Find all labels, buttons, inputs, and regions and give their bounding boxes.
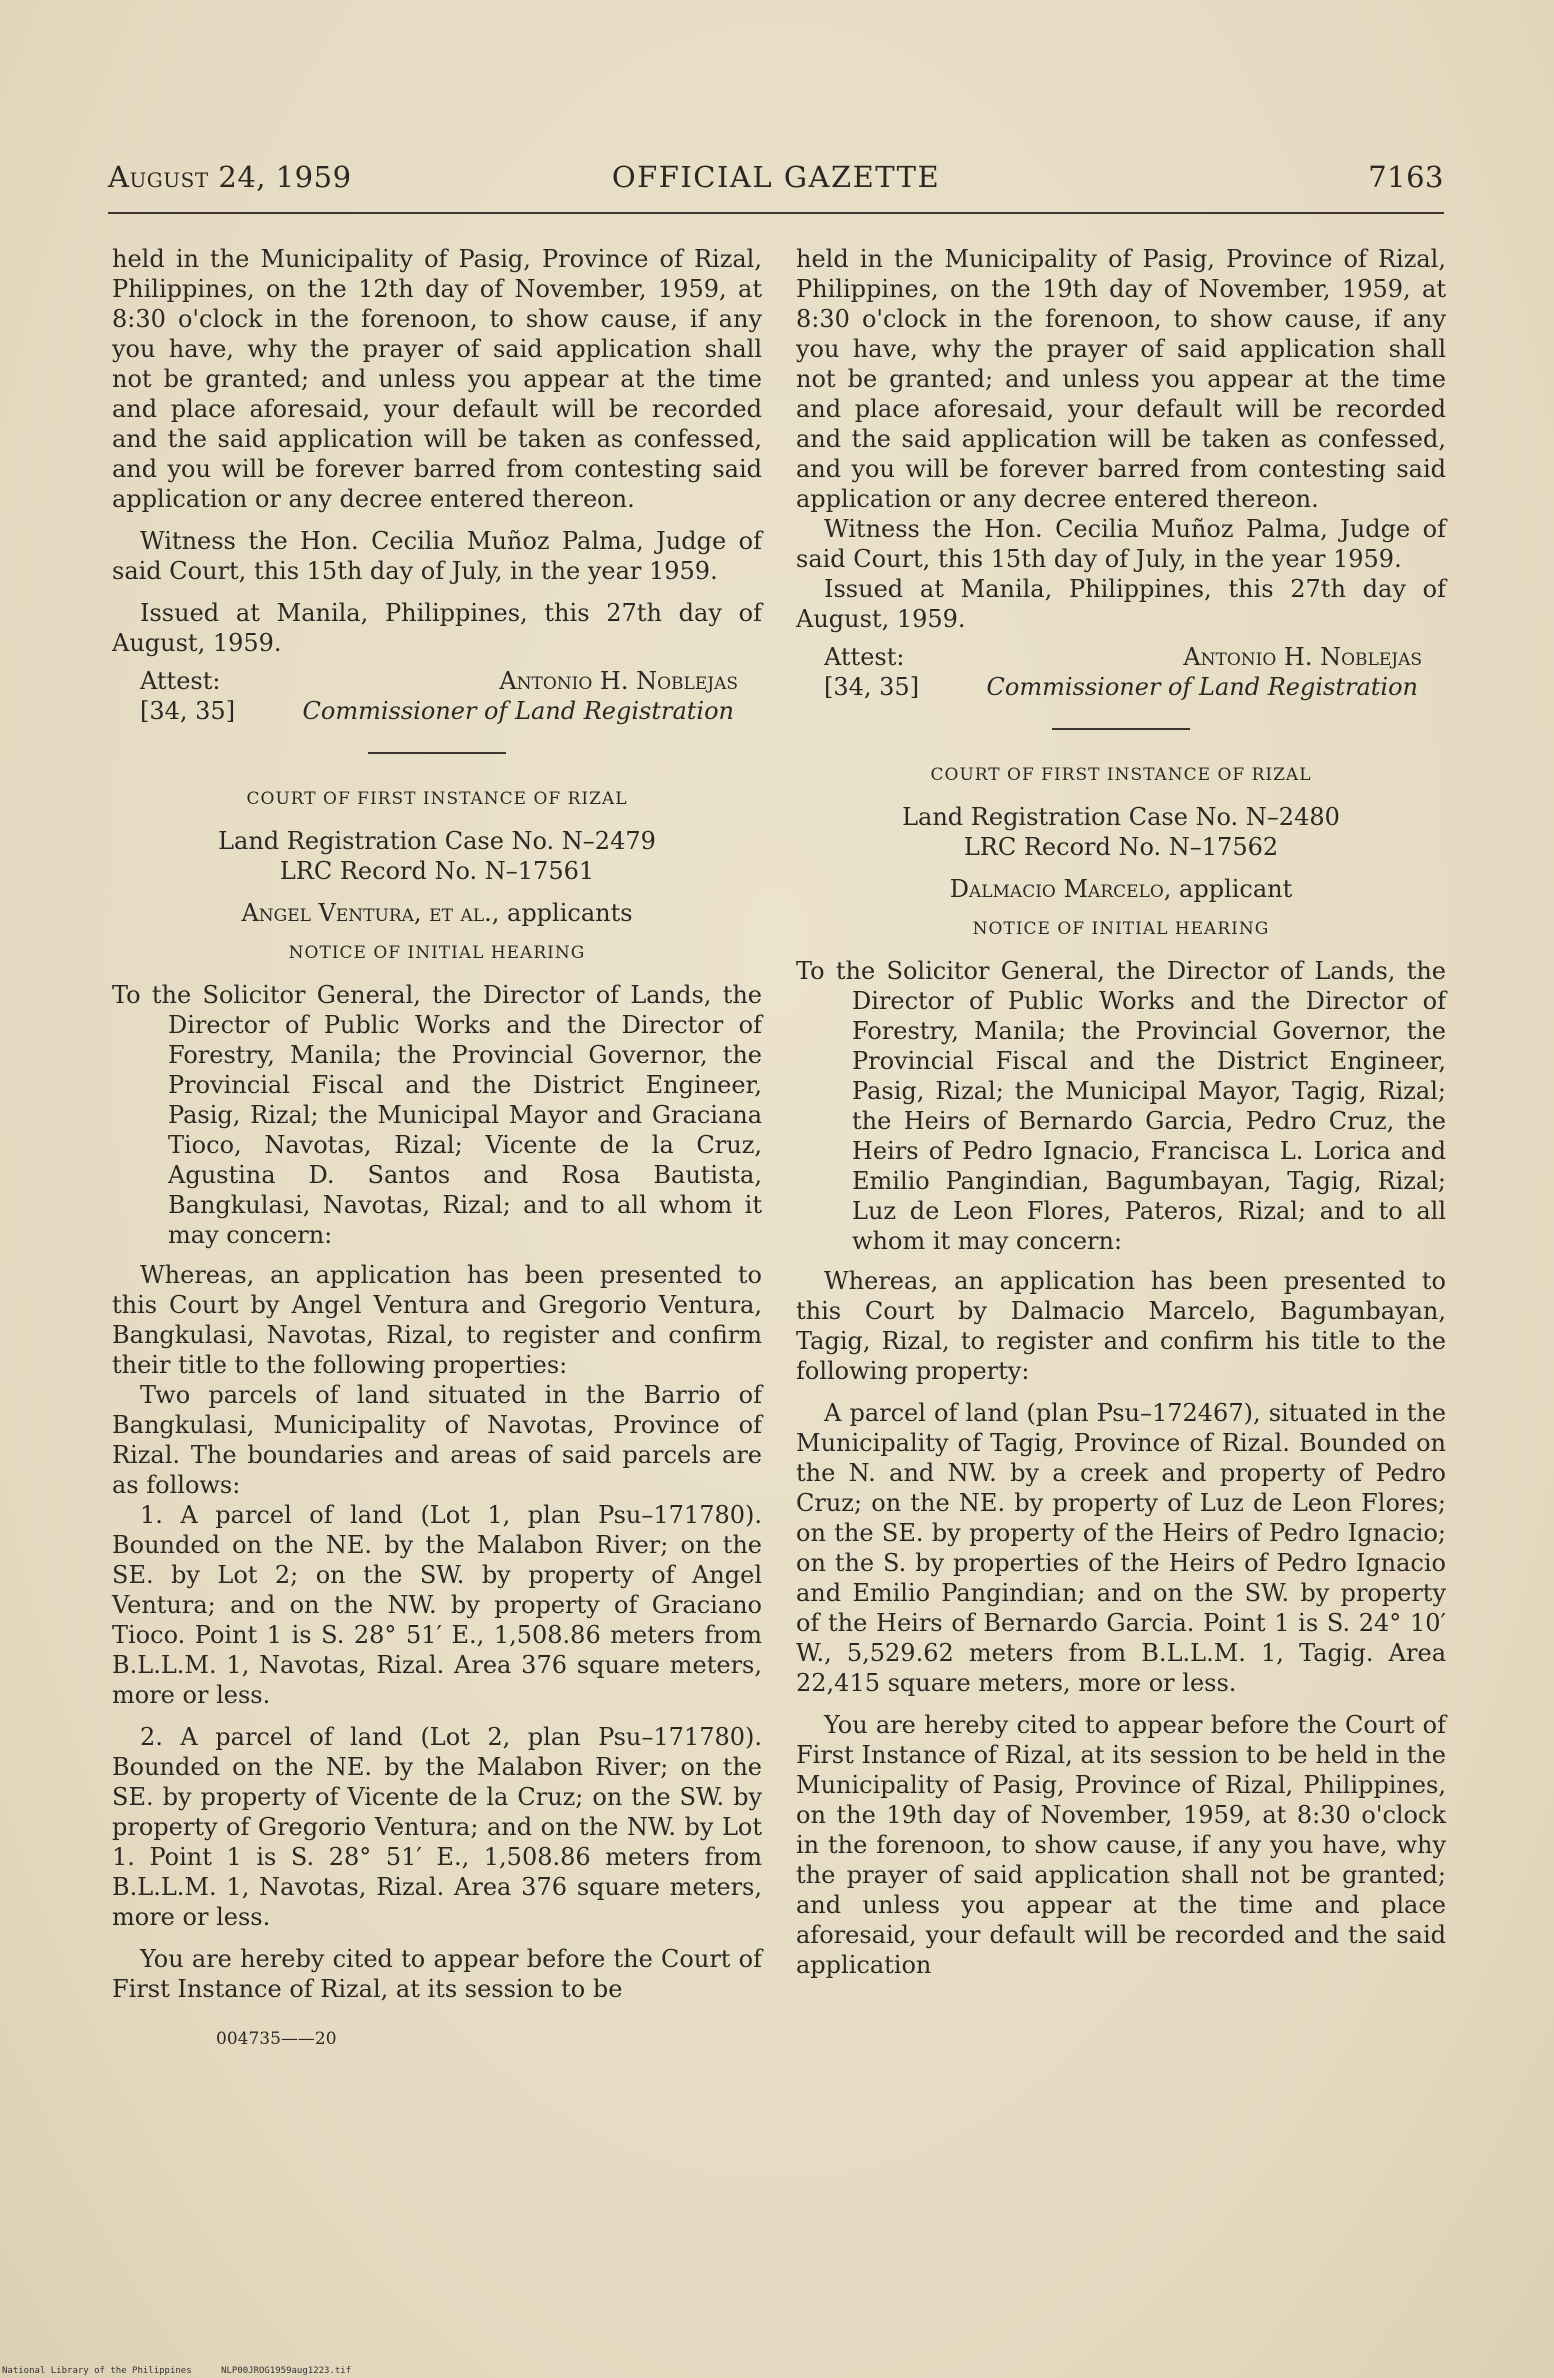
- left-applicants: [112, 898, 762, 928]
- left-parcels-intro: Two parcels of land situated in the Barrio of Bangkulasi, Municipality of Navotas, Province of Rizal. The boundaries and areas of said parcels are as follows:: [112, 1381, 762, 1499]
- right-applicant-name: Dalmacio Marcelo,: [949, 875, 1172, 903]
- right-applicant: [796, 874, 1446, 904]
- left-witness: Witness the Hon. Cecilia Muñoz Palma, Judge of said Court, this 15th day of July, in the year 1959.: [112, 527, 762, 585]
- right-attest-title: Commissioner of Land Registration: [986, 673, 1418, 701]
- right-parcel: A parcel of land (plan Psu–172467), situated in the Municipality of Tagig, Province of Rizal. Bounded on the N. and NW. by a creek and property of Pedro Cruz; on the NE. by property of Luz de Leon Flores; on the SE. by property of the Heirs of Pedro Ignacio; on the S. by properties of the Heirs of Pedro Ignacio and Emilio Pangindian; and on the SW. by property of the Heirs of Bernardo Garcia. Point 1 is S. 24° 10′ W., 5,529.62 meters from B.L.L.M. 1, Tagig. Area 22,415 square meters, more or less.: [796, 1399, 1446, 1697]
- right-attest-block: [796, 642, 1446, 702]
- right-witness: Witness the Hon. Cecilia Muñoz Palma, Judge of said Court, this 15th day of July, in the year 1959.: [796, 515, 1446, 573]
- left-applicant-role: applicants: [499, 899, 633, 927]
- right-issued: Issued at Manila, Philippines, this 27th day of August, 1959.: [796, 575, 1446, 633]
- right-case-number: Land Registration Case No. N–2480: [902, 803, 1340, 831]
- right-whereas: Whereas, an application has been presented to this Court by Dalmacio Marcelo, Bagumbayan, Tagig, Rizal, to register and confirm his title to the following property:: [796, 1267, 1446, 1385]
- right-court-heading: COURT OF FIRST INSTANCE OF RIZAL: [930, 765, 1312, 785]
- right-cited: You are hereby cited to appear before the Court of First Instance of Rizal, at its session to be held in the Municipality of Pasig, Province of Rizal, Philippines, on the 19th day of November, 1959, at 8:30 o'clock in the forenoon, to show cause, if any you have, why the prayer of said application shall not be granted; and unless you appear at the time and place aforesaid, your default will be recorded and the said application: [796, 1711, 1446, 1979]
- page-header: [108, 160, 1444, 204]
- right-applicant-role: applicant: [1171, 875, 1293, 903]
- footer-file: NLP00JROG1959aug1223.tif: [221, 2366, 352, 2376]
- left-issued: Issued at Manila, Philippines, this 27th day of August, 1959.: [112, 599, 762, 657]
- left-attest-block: [112, 666, 762, 726]
- header-page-number: 7163: [1368, 160, 1444, 194]
- footer-library: National Library of the Philippines: [2, 2366, 192, 2376]
- right-attest-name: Antonio H. Noblejas: [1183, 643, 1422, 671]
- scan-footer: [2, 2366, 375, 2376]
- left-whereas: Whereas, an application has been presented to this Court by Angel Ventura and Gregorio Ventura, Bangkulasi, Navotas, Rizal, to register and confirm their title to the following properties:: [112, 1261, 762, 1379]
- left-cited: You are hereby cited to appear before the Court of First Instance of Rizal, at its session to be: [112, 1945, 762, 2003]
- right-notice-heading: NOTICE OF INITIAL HEARING: [972, 919, 1270, 939]
- right-attest-label: Attest:: [824, 643, 905, 671]
- left-parcel-2: 2. A parcel of land (Lot 2, plan Psu–171780). Bounded on the NE. by the Malabon River; on the SE. by property of Vicente de la Cruz; on the SW. by property of Gregorio Ventura; and on the NW. by Lot 1. Point 1 is S. 28° 51′ E., 1,508.86 meters from B.L.L.M. 1, Navotas, Rizal. Area 376 square meters, more or less.: [112, 1723, 762, 1931]
- right-attest-ref: [34, 35]: [824, 673, 920, 701]
- header-title: OFFICIAL GAZETTE: [611, 160, 941, 194]
- left-attest-ref: [34, 35]: [140, 697, 236, 725]
- left-continued-paragraph: held in the Municipality of Pasig, Province of Rizal, Philippines, on the 12th day of November, 1959, at 8:30 o'clock in the forenoon, to show cause, if any you have, why the prayer of said application shall not be granted; and unless you appear at the time and place aforesaid, your default will be recorded and the said application will be taken as confessed, and you will be forever barred from contesting said application or any decree entered thereon.: [112, 245, 762, 513]
- left-applicant-name: Angel Ventura, et al.,: [241, 899, 500, 927]
- left-notice-heading: NOTICE OF INITIAL HEARING: [288, 943, 586, 963]
- print-code: 004735——20: [216, 2029, 337, 2049]
- left-lrc-number: LRC Record No. N–17561: [279, 857, 595, 885]
- left-case-number: Land Registration Case No. N–2479: [218, 827, 656, 855]
- right-continued-paragraph: held in the Municipality of Pasig, Province of Rizal, Philippines, on the 19th day of November, 1959, at 8:30 o'clock in the forenoon, to show cause, if any you have, why the prayer of said application shall not be granted; and unless you appear at the time and place aforesaid, your default will be recorded and the said application will be taken as confessed, and you will be forever barred from contesting said application or any decree entered thereon.: [796, 245, 1446, 513]
- left-parcel-1: 1. A parcel of land (Lot 1, plan Psu–171780). Bounded on the NE. by the Malabon River; on the SE. by Lot 2; on the SW. by property of Angel Ventura; and on the NW. by property of Graciano Tioco. Point 1 is S. 28° 51′ E., 1,508.86 meters from B.L.L.M. 1, Navotas, Rizal. Area 376 square meters, more or less.: [112, 1501, 762, 1709]
- header-date: August 24, 1959: [108, 160, 352, 194]
- left-court-heading: COURT OF FIRST INSTANCE OF RIZAL: [246, 789, 628, 809]
- right-addressees: To the Solicitor General, the Director of Lands, the Director of Public Works and the Director of Forestry, Manila; the Provincial Governor, the Provincial Fiscal and the District Engineer, Pasig, Rizal; the Municipal Mayor, Tagig, Rizal; the Heirs of Bernardo Garcia, Pedro Cruz, the Heirs of Pedro Ignacio, Francisca L. Lorica and Emilio Pangindian, Bagumbayan, Tagig, Rizal; Luz de Leon Flores, Pateros, Rizal; and to all whom it may concern:: [796, 957, 1446, 1255]
- left-column: [112, 244, 762, 2054]
- left-addressees: To the Solicitor General, the Director of Lands, the Director of Public Works and the Director of Forestry, Manila; the Provincial Governor, the Provincial Fiscal and the District Engineer, Pasig, Rizal; the Municipal Mayor and Graciana Tioco, Navotas, Rizal; Vicente de la Cruz, Agustina D. Santos and Rosa Bautista, Bangkulasi, Navotas, Rizal; and to all whom it may concern:: [112, 981, 762, 1249]
- right-lrc-number: LRC Record No. N–17562: [963, 833, 1279, 861]
- right-column: [796, 244, 1446, 1980]
- right-divider: [1052, 728, 1190, 730]
- left-attest-title: Commissioner of Land Registration: [302, 697, 734, 725]
- left-divider: [368, 752, 506, 754]
- header-rule: [108, 212, 1444, 214]
- left-attest-name: Antonio H. Noblejas: [499, 667, 738, 695]
- left-attest-label: Attest:: [140, 667, 221, 695]
